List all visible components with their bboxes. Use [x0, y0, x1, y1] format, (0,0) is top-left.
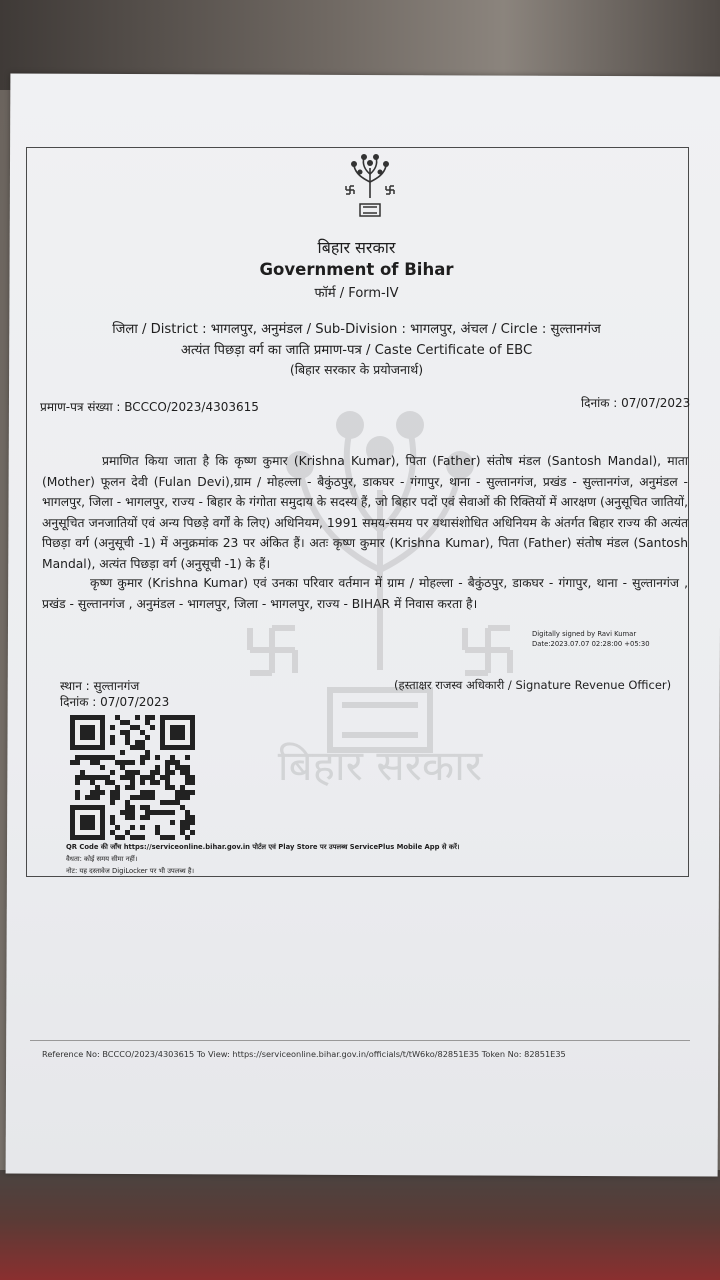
reference-line: Reference No: BCCCO/2023/4303615 To View: https://serviceonline.bihar.gov.in/officials/t/tW6ko/82851E35 Token No: 82851E35: [42, 1049, 566, 1059]
background-bottom: [0, 1170, 720, 1280]
qr-code[interactable]: [70, 715, 195, 840]
certificate-number: प्रमाण-पत्र संख्या : BCCCO/2023/4303615: [40, 400, 259, 414]
bottom-date: दिनांक : 07/07/2023: [60, 695, 170, 709]
digital-sign-line-1: Digitally signed by Ravi Kumar: [532, 630, 637, 638]
svg-text:बिहार सरकार: बिहार सरकार: [277, 741, 483, 790]
certificate-title: अत्यंत पिछड़ा वर्ग का जाति प्रमाण-पत्र / Caste Certificate of EBC: [180, 343, 533, 358]
location-line: जिला / District : भागलपुर, अनुमंडल / Sub-Division : भागलपुर, अंचल / Circle : सुल्तानगंज: [112, 322, 601, 337]
digital-sign-line-2: Date:2023.07.07 02:28:00 +05:30: [532, 640, 650, 648]
form-label: फॉर्म / Form-IV: [314, 286, 399, 301]
place-label: स्थान : सुल्तानगंज: [60, 679, 140, 693]
bihar-emblem-icon: [340, 152, 400, 220]
body-paragraph-2: कृष्ण कुमार (Krishna Kumar) एवं उनका परिवार वर्तमान में ग्राम / मोहल्ला - बैकुंठपुर, डाकघर - गंगापुर, थाना - सुल्तानगंज , प्रखंड - सुल्तानगंज , अनुमंडल - भागलपुर, जिला - भागलपुर, राज्य - BIHAR में निवास करता है।: [42, 576, 688, 611]
header-hindi-title: बिहार सरकार: [317, 238, 396, 257]
digilocker-note: नोट: यह दस्तावेज DigiLocker पर भी उपलब्ध है।: [66, 867, 195, 875]
signature-label: (हस्ताक्षर राजस्व अधिकारी / Signature Revenue Officer): [394, 678, 672, 692]
qr-note: QR Code की जाँच https://serviceonline.bihar.gov.in पोर्टल एवं Play Store पर उपलब्ध ServicePlus Mobile App से करें।: [66, 843, 460, 851]
purpose-line: (बिहार सरकार के प्रयोजनार्थ): [289, 362, 424, 377]
body-paragraph-1: प्रमाणित किया जाता है कि कृष्ण कुमार (Krishna Kumar), पिता (Father) संतोष मंडल (Santosh Mandal), माता (Mother) फूलन देवी (Fulan Devi),ग्राम / मोहल्ला - बैकुंठपुर, डाकघर - गंगापुर, थाना - सुल्तानगंज, प्रखंड - सुल्तानगंज, अनुमंडल - भागलपुर, जिला - भागलपुर, राज्य - बिहार के गंगोता समुदाय के सदस्य हैं, जो बिहार पदों एवं सेवाओं की रिक्तियों में आरक्षण (अनुसूचित जातियों, अनुसूचित जनजातियों एवं अन्य पिछड़े वर्गों के लिए) अधिनियम, 1991 समय-समय पर यथासंशोधित अधिनियम के अंतर्गत बिहार राज्य की अत्यंत पिछड़ा वर्ग (अनुसूची -1) में अनुक्रमांक 23 पर अंकित हैं। अतः कृष्ण कुमार (Krishna Kumar), पिता (Father) संतोष मंडल (Santosh Mandal), अत्यंत पिछड़ा वर्ग (अनुसूची -1) के हैं।: [42, 454, 688, 571]
issue-date: दिनांक : 07/07/2023: [581, 396, 691, 410]
footer-divider: [30, 1040, 690, 1041]
validity-note: वैधता: कोई समय सीमा नहीं।: [66, 855, 138, 863]
header-english-title: Government of Bihar: [259, 260, 454, 279]
